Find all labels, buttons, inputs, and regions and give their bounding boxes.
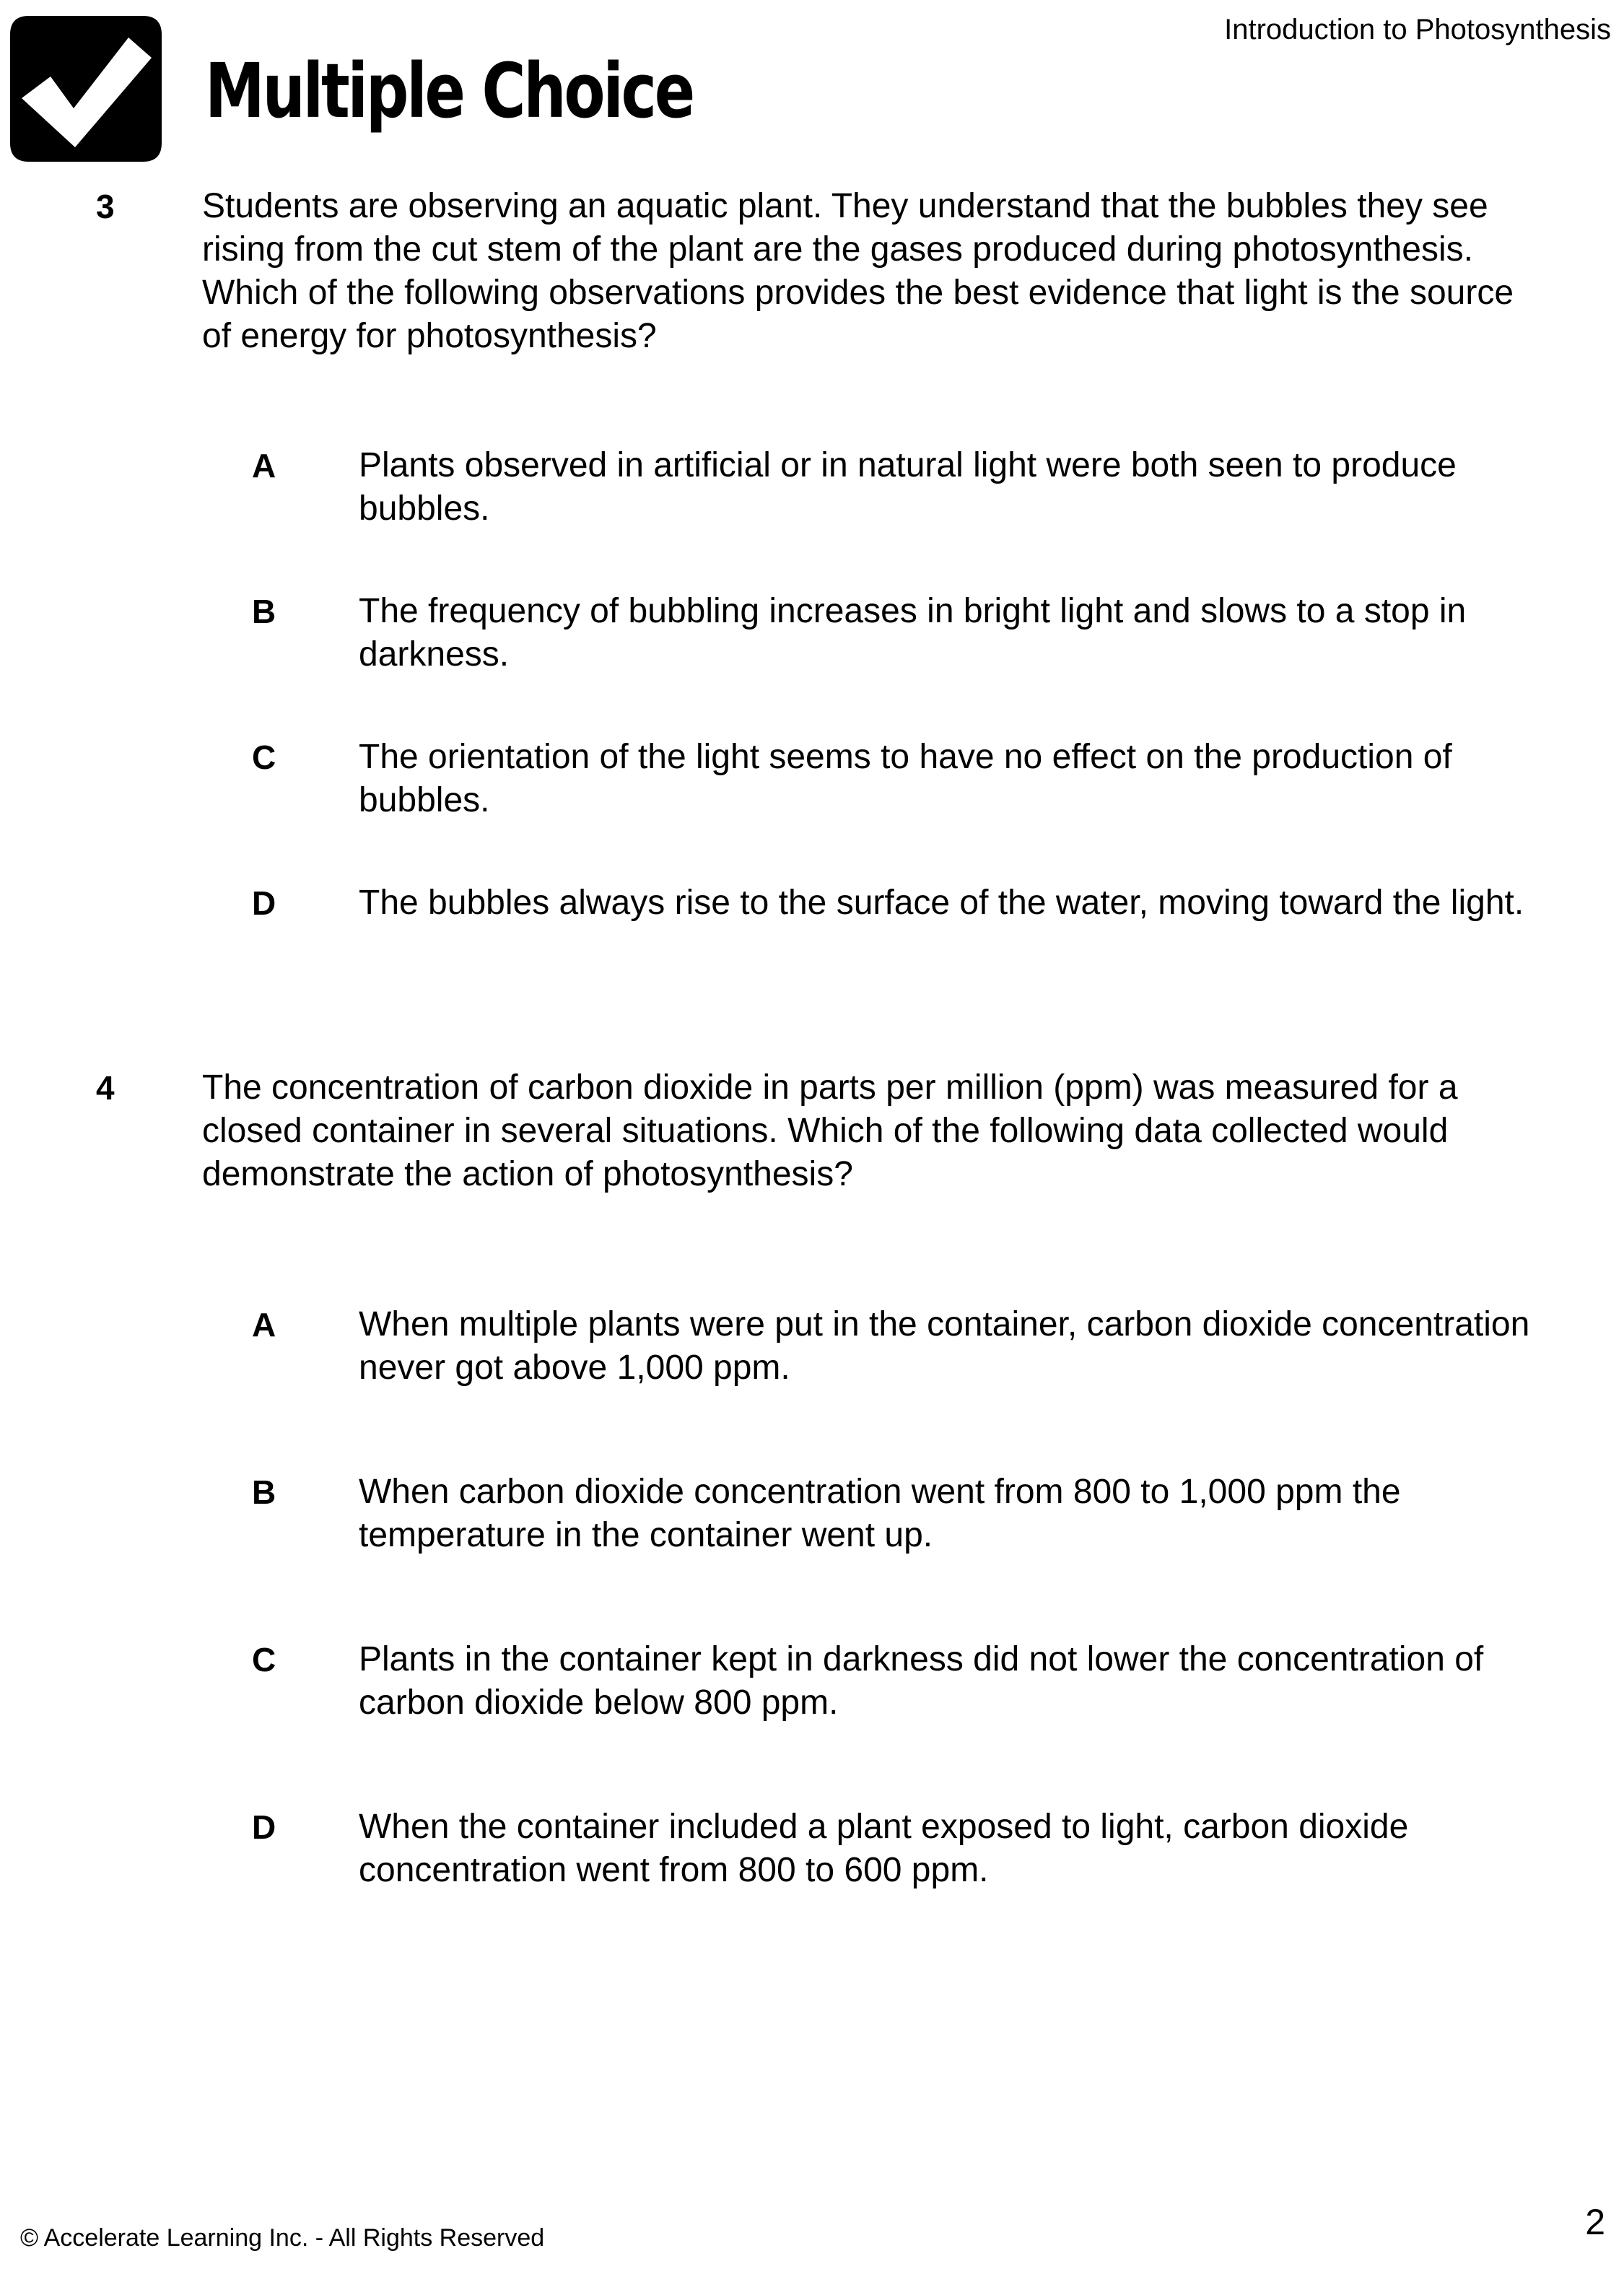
- option-text: The frequency of bubbling increases in bright light and slows to a stop in darkness.: [359, 592, 1467, 674]
- option-letter: B: [252, 593, 276, 630]
- option-letter: A: [252, 447, 276, 484]
- question-stem: Students are observing an aquatic plant. They understand that the bubbles they see rising from the cut stem of the plant are the gases produced during photosynthesis. Which of the following observations provides the best evidence that light is the source of energy for photosynthesis?: [202, 187, 1514, 355]
- option-letter: B: [252, 1473, 276, 1511]
- option-text: When the container included a plant exposed to light, carbon dioxide concentration went from 800 to 600 ppm.: [359, 1808, 1409, 1889]
- copyright-notice: © Accelerate Learning Inc. - All Rights Reserved: [20, 2224, 545, 2252]
- question-stem: The concentration of carbon dioxide in parts per million (ppm) was measured for a closed container in several situations. Which of the following data collected would demonstrate the action of photosynthesis?: [202, 1068, 1458, 1193]
- option-text: The orientation of the light seems to have no effect on the production of bubbles.: [359, 738, 1452, 819]
- option-text: Plants in the container kept in darkness did not lower the concentration of carbon dioxide below 800 ppm.: [359, 1640, 1484, 1722]
- document-topic: Introduction to Photosynthesis: [1224, 14, 1611, 45]
- option-text: When carbon dioxide concentration went from 800 to 1,000 ppm the temperature in the container went up.: [359, 1473, 1401, 1554]
- checkmark-icon: [7, 13, 165, 165]
- option-text: When multiple plants were put in the container, carbon dioxide concentration never got above 1,000 ppm.: [359, 1305, 1530, 1387]
- question-number: 3: [96, 188, 115, 225]
- option-letter: D: [252, 884, 276, 922]
- question-number: 4: [96, 1069, 115, 1107]
- option-letter: C: [252, 739, 276, 776]
- option-letter: C: [252, 1641, 276, 1678]
- option-letter: D: [252, 1808, 276, 1846]
- section-title: Multiple Choice: [205, 47, 694, 135]
- option-text: Plants observed in artificial or in natural light were both seen to produce bubbles.: [359, 446, 1457, 528]
- option-text: The bubbles always rise to the surface of the water, moving toward the light.: [359, 884, 1524, 922]
- page-number: 2: [1585, 2202, 1605, 2242]
- option-letter: A: [252, 1306, 276, 1343]
